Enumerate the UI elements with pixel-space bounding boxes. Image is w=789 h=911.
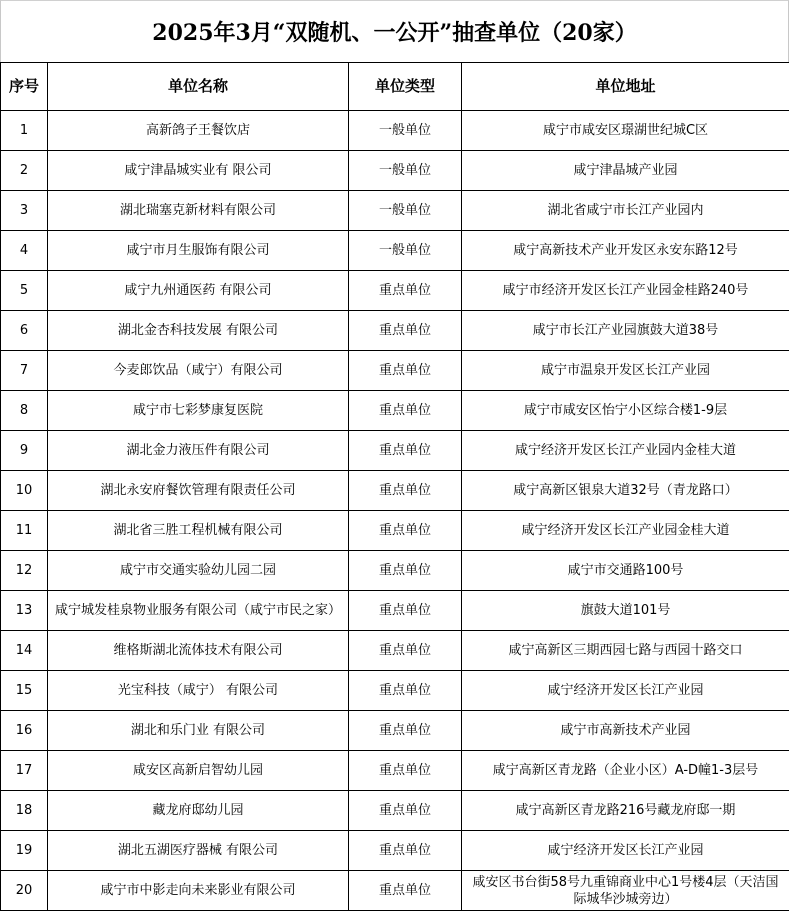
table-row — [1, 791, 789, 831]
row-index: 20 — [1, 871, 48, 911]
unit-type: 重点单位 — [349, 671, 462, 711]
row-index: 8 — [1, 391, 48, 431]
row-index: 5 — [1, 271, 48, 311]
table-row — [1, 391, 789, 431]
unit-type: 重点单位 — [349, 511, 462, 551]
table-row — [1, 111, 789, 151]
unit-name: 高新鸽子王餐饮店 — [48, 111, 349, 151]
table-row — [1, 711, 789, 751]
unit-type: 一般单位 — [349, 231, 462, 271]
unit-type: 重点单位 — [349, 431, 462, 471]
table-row — [1, 831, 789, 871]
unit-name: 湖北五湖医疗器械 有限公司 — [48, 831, 349, 871]
unit-type: 重点单位 — [349, 391, 462, 431]
unit-name: 维格斯湖北流体技术有限公司 — [48, 631, 349, 671]
unit-type: 重点单位 — [349, 271, 462, 311]
table-row — [1, 871, 789, 911]
row-index: 4 — [1, 231, 48, 271]
unit-type: 重点单位 — [349, 871, 462, 911]
unit-name: 咸宁市月生服饰有限公司 — [48, 231, 349, 271]
header-index: 序号 — [1, 63, 48, 111]
table-row — [1, 351, 789, 391]
unit-name: 湖北和乐门业 有限公司 — [48, 711, 349, 751]
unit-name: 藏龙府邸幼儿园 — [48, 791, 349, 831]
unit-name: 湖北金杏科技发展 有限公司 — [48, 311, 349, 351]
unit-type: 重点单位 — [349, 791, 462, 831]
unit-type: 重点单位 — [349, 591, 462, 631]
unit-type: 重点单位 — [349, 631, 462, 671]
unit-address: 咸宁市高新技术产业园 — [462, 711, 789, 751]
unit-name: 光宝科技（咸宁） 有限公司 — [48, 671, 349, 711]
unit-address: 咸宁经济开发区长江产业园 — [462, 671, 789, 711]
unit-type: 重点单位 — [349, 351, 462, 391]
unit-type: 重点单位 — [349, 831, 462, 871]
table-row — [1, 591, 789, 631]
table-row — [1, 151, 789, 191]
unit-address: 咸宁市长江产业园旗鼓大道38号 — [462, 311, 789, 351]
unit-type: 一般单位 — [349, 151, 462, 191]
row-index: 12 — [1, 551, 48, 591]
table-row — [1, 271, 789, 311]
table-row — [1, 751, 789, 791]
unit-name: 咸宁市交通实验幼儿园二园 — [48, 551, 349, 591]
table-header-row — [1, 63, 789, 111]
row-index: 11 — [1, 511, 48, 551]
unit-address: 咸宁市交通路100号 — [462, 551, 789, 591]
unit-address: 咸宁经济开发区长江产业园内金桂大道 — [462, 431, 789, 471]
unit-address: 咸宁市咸安区怡宁小区综合楼1-9层 — [462, 391, 789, 431]
table-row — [1, 431, 789, 471]
inspection-table — [0, 62, 789, 911]
table-row — [1, 231, 789, 271]
unit-name: 今麦郎饮品（咸宁）有限公司 — [48, 351, 349, 391]
row-index: 3 — [1, 191, 48, 231]
row-index: 10 — [1, 471, 48, 511]
unit-address: 咸宁经济开发区长江产业园金桂大道 — [462, 511, 789, 551]
unit-address: 咸宁高新区三期西园七路与西园十路交口 — [462, 631, 789, 671]
unit-name: 湖北永安府餐饮管理有限责任公司 — [48, 471, 349, 511]
unit-address: 湖北省咸宁市长江产业园内 — [462, 191, 789, 231]
unit-name: 湖北金力液压件有限公司 — [48, 431, 349, 471]
unit-address: 咸宁市咸安区璟湖世纪城C区 — [462, 111, 789, 151]
table-row — [1, 631, 789, 671]
table-row — [1, 191, 789, 231]
table-row — [1, 671, 789, 711]
unit-type: 重点单位 — [349, 551, 462, 591]
unit-address: 旗鼓大道101号 — [462, 591, 789, 631]
unit-address: 咸宁经济开发区长江产业园 — [462, 831, 789, 871]
unit-name: 湖北省三胜工程机械有限公司 — [48, 511, 349, 551]
table-row — [1, 311, 789, 351]
unit-address: 咸宁市经济开发区长江产业园金桂路240号 — [462, 271, 789, 311]
row-index: 6 — [1, 311, 48, 351]
unit-address: 咸宁高新区青龙路（企业小区）A-D幢1-3层号 — [462, 751, 789, 791]
header-unit-address: 单位地址 — [462, 63, 789, 111]
header-unit-type: 单位类型 — [349, 63, 462, 111]
row-index: 14 — [1, 631, 48, 671]
unit-name: 咸宁津晶城实业有 限公司 — [48, 151, 349, 191]
table-row — [1, 471, 789, 511]
unit-type: 重点单位 — [349, 471, 462, 511]
header-unit-name: 单位名称 — [48, 63, 349, 111]
unit-name: 湖北瑞塞克新材料有限公司 — [48, 191, 349, 231]
row-index: 16 — [1, 711, 48, 751]
unit-address: 咸宁津晶城产业园 — [462, 151, 789, 191]
unit-address: 咸宁市温泉开发区长江产业园 — [462, 351, 789, 391]
row-index: 2 — [1, 151, 48, 191]
unit-address: 咸安区书台街58号九重锦商业中心1号楼4层（天洁国际城华沙城旁边） — [462, 871, 789, 911]
page-title: 2025年3月“双随机、一公开”抽查单位（20家） — [0, 0, 789, 62]
unit-name: 咸宁市中影走向未来影业有限公司 — [48, 871, 349, 911]
unit-address: 咸宁高新区银泉大道32号（青龙路口） — [462, 471, 789, 511]
unit-name: 咸安区高新启智幼儿园 — [48, 751, 349, 791]
row-index: 15 — [1, 671, 48, 711]
unit-name: 咸宁九州通医药 有限公司 — [48, 271, 349, 311]
row-index: 19 — [1, 831, 48, 871]
unit-type: 重点单位 — [349, 751, 462, 791]
unit-type: 重点单位 — [349, 711, 462, 751]
unit-type: 一般单位 — [349, 191, 462, 231]
row-index: 7 — [1, 351, 48, 391]
table-row — [1, 511, 789, 551]
unit-name: 咸宁市七彩梦康复医院 — [48, 391, 349, 431]
row-index: 1 — [1, 111, 48, 151]
unit-address: 咸宁高新技术产业开发区永安东路12号 — [462, 231, 789, 271]
unit-type: 重点单位 — [349, 311, 462, 351]
unit-address: 咸宁高新区青龙路216号藏龙府邸一期 — [462, 791, 789, 831]
unit-name: 咸宁城发桂泉物业服务有限公司（咸宁市民之家） — [48, 591, 349, 631]
row-index: 17 — [1, 751, 48, 791]
row-index: 9 — [1, 431, 48, 471]
unit-type: 一般单位 — [349, 111, 462, 151]
table-row — [1, 551, 789, 591]
row-index: 18 — [1, 791, 48, 831]
row-index: 13 — [1, 591, 48, 631]
